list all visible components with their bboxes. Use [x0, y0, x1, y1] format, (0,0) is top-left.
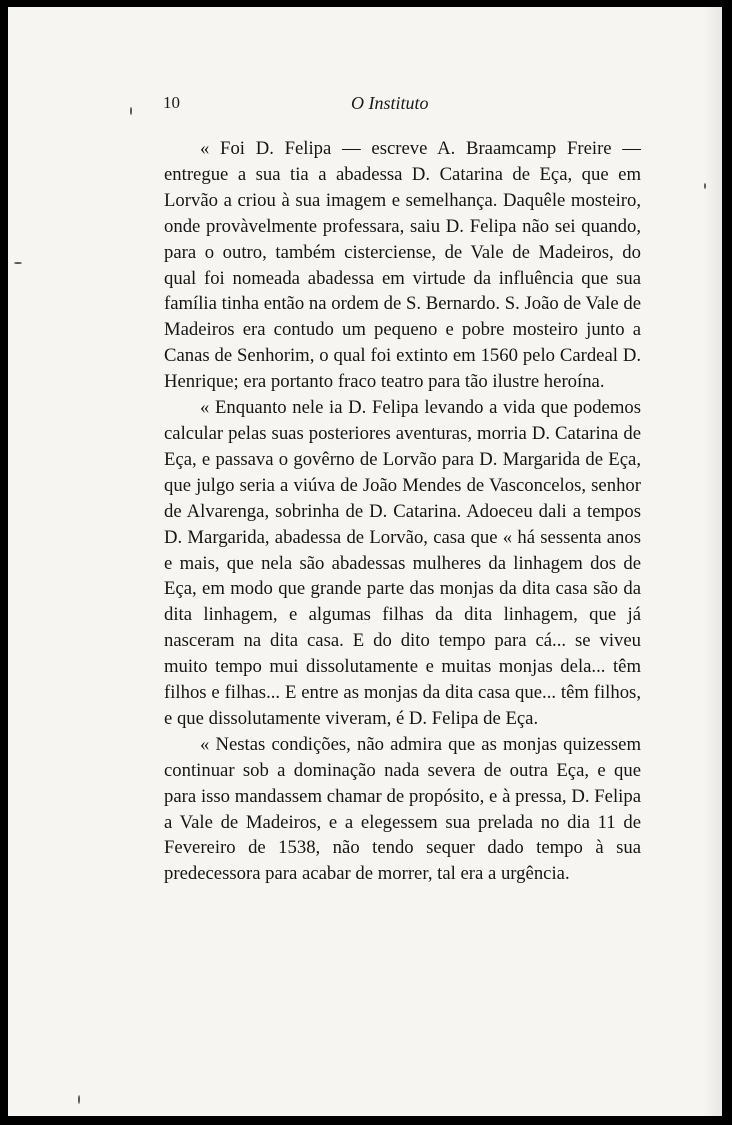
page-header	[163, 93, 443, 119]
running-title: O Instituto	[351, 93, 429, 113]
body-text	[164, 136, 641, 887]
paper-speck	[78, 1095, 80, 1104]
paper-speck	[704, 183, 706, 189]
paragraph: « Nestas condições, não admira que as monjas quizessem continuar sob a dominação nada severa de outra Eça, e que para isso mandassem chamar de propósito, e à pressa, D. Felipa a Vale de Madeiros, e a elegessem sua prelada no dia 11 de Fevereiro de 1538, não tendo sequer dado tempo à sua predecessora para acabar de morrer, tal era a urgência.	[164, 733, 641, 885]
paper-speck	[130, 107, 132, 115]
page-edge-shadow	[704, 7, 722, 1116]
paper-speck	[14, 262, 22, 264]
paragraph: « Enquanto nele ia D. Felipa levando a vida que podemos calcular pelas suas posteriores aventuras, morria D. Catarina de Eça, e passava o govêrno de Lorvão para D. Margarida de Eça, que julgo seria a viúva de João Mendes de Vasconcelos, senhor de Alvarenga, sobrinha de D. Catarina. Adoeceu dali a tempos D. Margarida, abadessa de Lorvão, casa que « há sessenta anos e mais, que nela são abadessas mulheres da linhagem dos de Eça, em modo que grande parte das monjas da dita casa são da dita linhagem, e algumas filhas da dita linhagem, que já nasceram na dita casa. E do dito tempo para cá... se viveu muito tempo mui dissolutamente e muitas monjas dela... têm filhos e filhas... E entre as monjas da dita casa que... têm filhos, e que dissolutamente viveram, é D. Felipa de Eça.	[164, 397, 641, 729]
paragraph: « Foi D. Felipa — escreve A. Braamcamp Freire — entregue a sua tia a abadessa D. Catarina de Eça, que em Lorvão a criou à sua imagem e semelhança. Daquêle mosteiro, onde provàvelmente professara, saiu D. Felipa não sei quando, para o outro, também cisterciense, de Vale de Madeiros, do qual foi nomeada abadessa em virtude da influência que sua família tinha então na ordem de S. Bernardo. S. João de Vale de Madeiros era contudo um pequeno e pobre mosteiro junto a Canas de Senhorim, o qual foi extinto em 1560 pelo Cardeal D. Henrique; era portanto fraco teatro para tão ilustre heroína.	[164, 138, 641, 393]
book-page	[8, 7, 722, 1116]
page-number: 10	[163, 93, 180, 112]
